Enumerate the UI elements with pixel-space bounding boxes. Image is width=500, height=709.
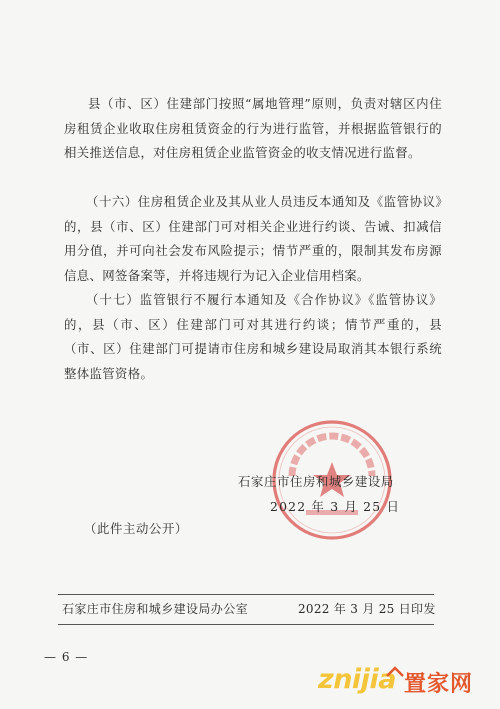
watermark-cjk-text: 置家网	[404, 672, 474, 697]
page-number: — 6 —	[44, 650, 89, 664]
footer-issuer: 石家庄市住房和城乡建设局办公室	[62, 602, 249, 616]
house-roof-icon	[386, 666, 404, 680]
watermark-latin-text: znijia	[318, 664, 396, 695]
paragraph-supervision: 县（市、区）住建部门按照“属地管理”原则，负责对辖区内住房租赁企业收取住房租赁资金的行为进行监管，并根据监管银行的相关推送信息，对住房租赁企业监管资金的收支情况进行监督。	[64, 96, 442, 160]
signature-date: 2022 年 3 月 25 日	[270, 499, 401, 514]
footer-rule-top	[58, 594, 434, 595]
footer-rule-bottom	[58, 624, 434, 625]
public-disclosure-note: （此件主动公开）	[84, 521, 188, 536]
footer-print-date: 2022 年 3 月 25 日印发	[298, 602, 436, 616]
site-watermark-logo	[318, 662, 494, 702]
paragraph-item-17: （十七）监管银行不履行本通知及《合作协议》《监管协议》的，县（市、区）住建部门可对其进行约谈；情节严重的，县（市、区）住建部门可提请市住房和城乡建设局取消其本银行系统整体监管资格。	[64, 292, 442, 381]
paragraph-item-16: （十六）住房租赁企业及其从业人员违反本通知及《监管协议》的，县（市、区）住建部门可对相关企业进行约谈、告诫、扣减信用分值，并可向社会发布风险提示；情节严重的，限制其发布房源信息、网签备案等，并将违规行为记入企业信用档案。	[64, 194, 442, 283]
signature-org: 石家庄市住房和城乡建设局	[238, 474, 394, 489]
